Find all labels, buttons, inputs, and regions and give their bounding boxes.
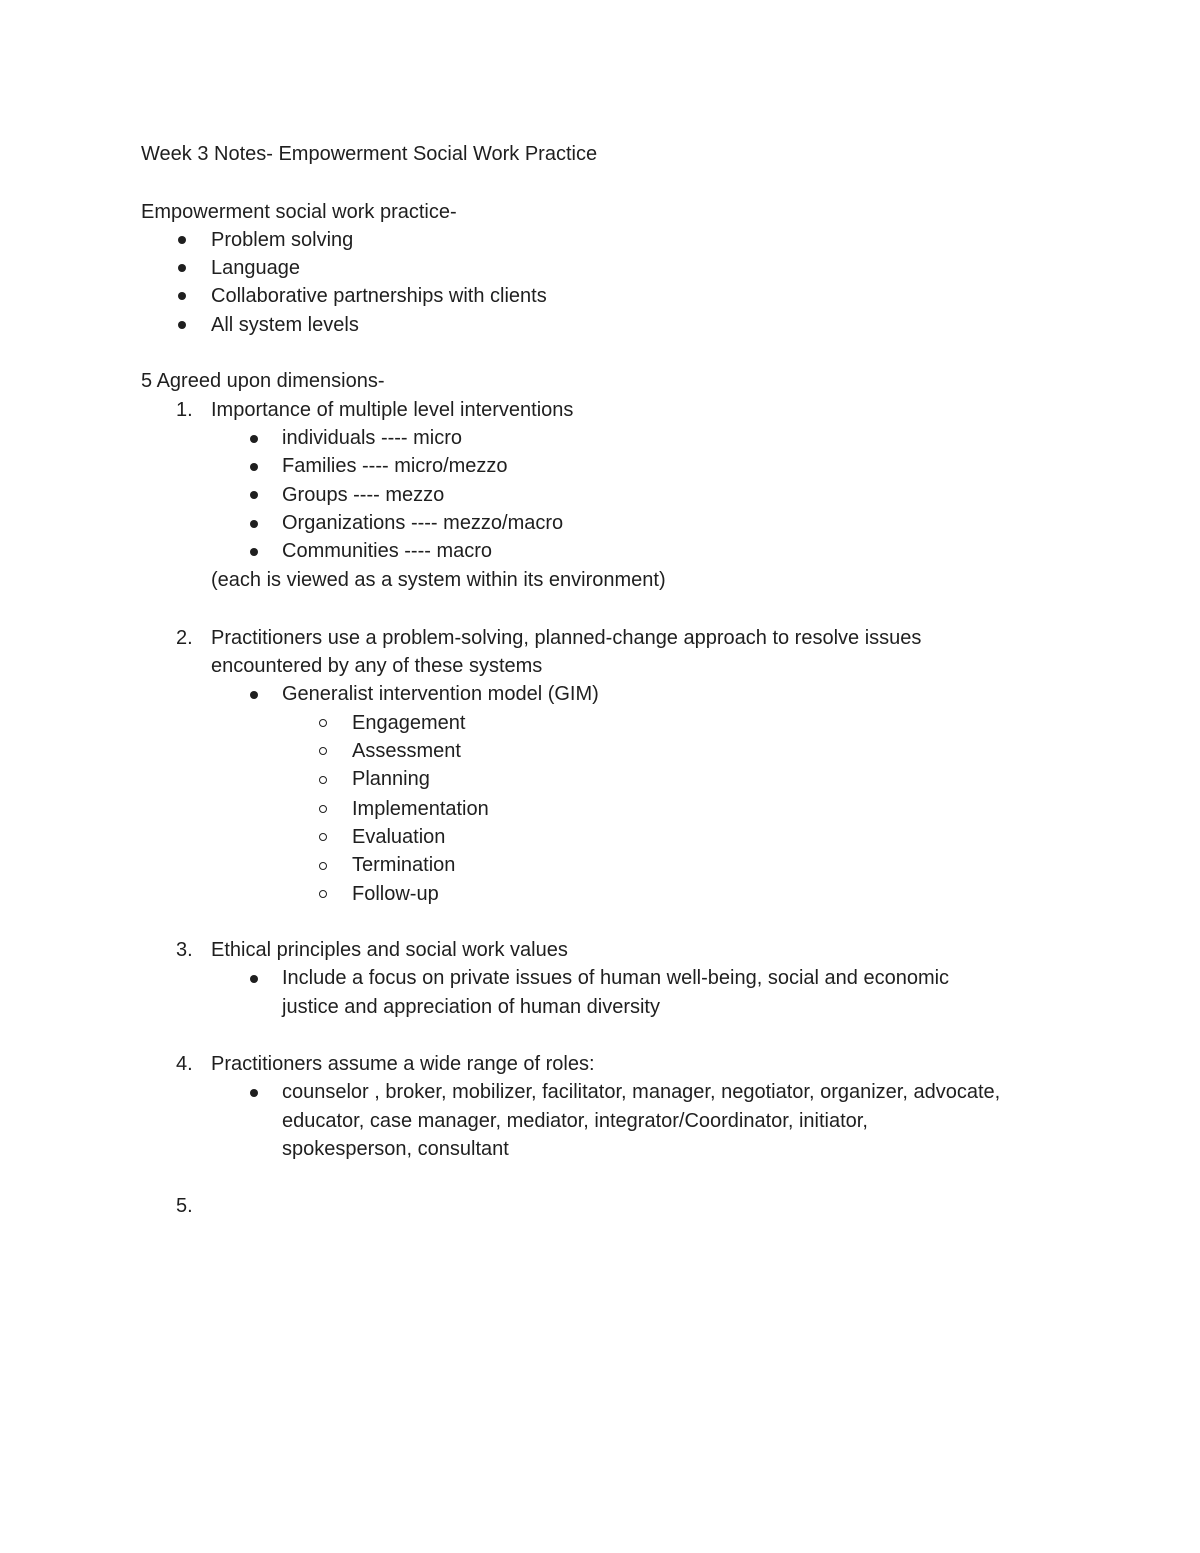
hollow-bullet-icon — [319, 862, 327, 870]
bullet-icon — [250, 691, 258, 699]
list-item-cont: spokesperson, consultant — [282, 1138, 509, 1160]
numbered-item-text-cont: encountered by any of these systems — [211, 655, 543, 677]
list-item: Generalist intervention model (GIM) — [282, 683, 599, 705]
list-item: Evaluation — [352, 826, 446, 848]
list-number: 1. — [176, 399, 193, 421]
list-item: Organizations ---- mezzo/macro — [282, 512, 564, 534]
hollow-bullet-icon — [319, 776, 327, 784]
bullet-icon — [250, 463, 258, 471]
list-item: Follow-up — [352, 883, 439, 905]
bullet-icon — [178, 264, 186, 272]
numbered-item-text: Importance of multiple level interventions — [211, 399, 574, 421]
list-number: 3. — [176, 939, 193, 961]
list-item: Language — [211, 257, 300, 279]
numbered-item-text: Practitioners assume a wide range of roles: — [211, 1053, 595, 1075]
note-text: (each is viewed as a system within its environment) — [211, 569, 666, 591]
section-heading: Empowerment social work practice- — [141, 201, 457, 223]
list-item: individuals ---- micro — [282, 427, 463, 449]
list-item: Collaborative partnerships with clients — [211, 285, 547, 307]
bullet-icon — [178, 321, 186, 329]
bullet-icon — [250, 975, 258, 983]
bullet-icon — [250, 435, 258, 443]
list-item: Problem solving — [211, 229, 354, 251]
list-item: Communities ---- macro — [282, 540, 493, 562]
list-item: Planning — [352, 768, 430, 790]
list-item-cont: justice and appreciation of human diversity — [282, 996, 660, 1018]
list-item: All system levels — [211, 314, 359, 336]
hollow-bullet-icon — [319, 833, 327, 841]
list-item: Groups ---- mezzo — [282, 484, 445, 506]
list-item: Engagement — [352, 712, 466, 734]
list-number: 4. — [176, 1053, 193, 1075]
numbered-item-text: Ethical principles and social work values — [211, 939, 568, 961]
bullet-icon — [250, 1089, 258, 1097]
list-item: Families ---- micro/mezzo — [282, 455, 508, 477]
list-item: Include a focus on private issues of human well-being, social and economic — [282, 967, 950, 989]
bullet-icon — [250, 548, 258, 556]
bullet-icon — [178, 292, 186, 300]
list-item: Assessment — [352, 740, 461, 762]
bullet-icon — [250, 520, 258, 528]
hollow-bullet-icon — [319, 719, 327, 727]
section-heading: 5 Agreed upon dimensions- — [141, 370, 385, 392]
list-number: 5. — [176, 1195, 193, 1217]
document-title: Week 3 Notes- Empowerment Social Work Practice — [141, 143, 598, 165]
hollow-bullet-icon — [319, 747, 327, 755]
list-item-cont: educator, case manager, mediator, integrator/Coordinator, initiator, — [282, 1110, 868, 1132]
numbered-item-text: Practitioners use a problem-solving, planned-change approach to resolve issues — [211, 627, 922, 649]
hollow-bullet-icon — [319, 890, 327, 898]
hollow-bullet-icon — [319, 805, 327, 813]
list-item: counselor , broker, mobilizer, facilitator, manager, negotiator, organizer, advocate, — [282, 1081, 1001, 1103]
list-number: 2. — [176, 627, 193, 649]
list-item: Termination — [352, 854, 456, 876]
bullet-icon — [178, 236, 186, 244]
bullet-icon — [250, 491, 258, 499]
list-item: Implementation — [352, 798, 489, 820]
